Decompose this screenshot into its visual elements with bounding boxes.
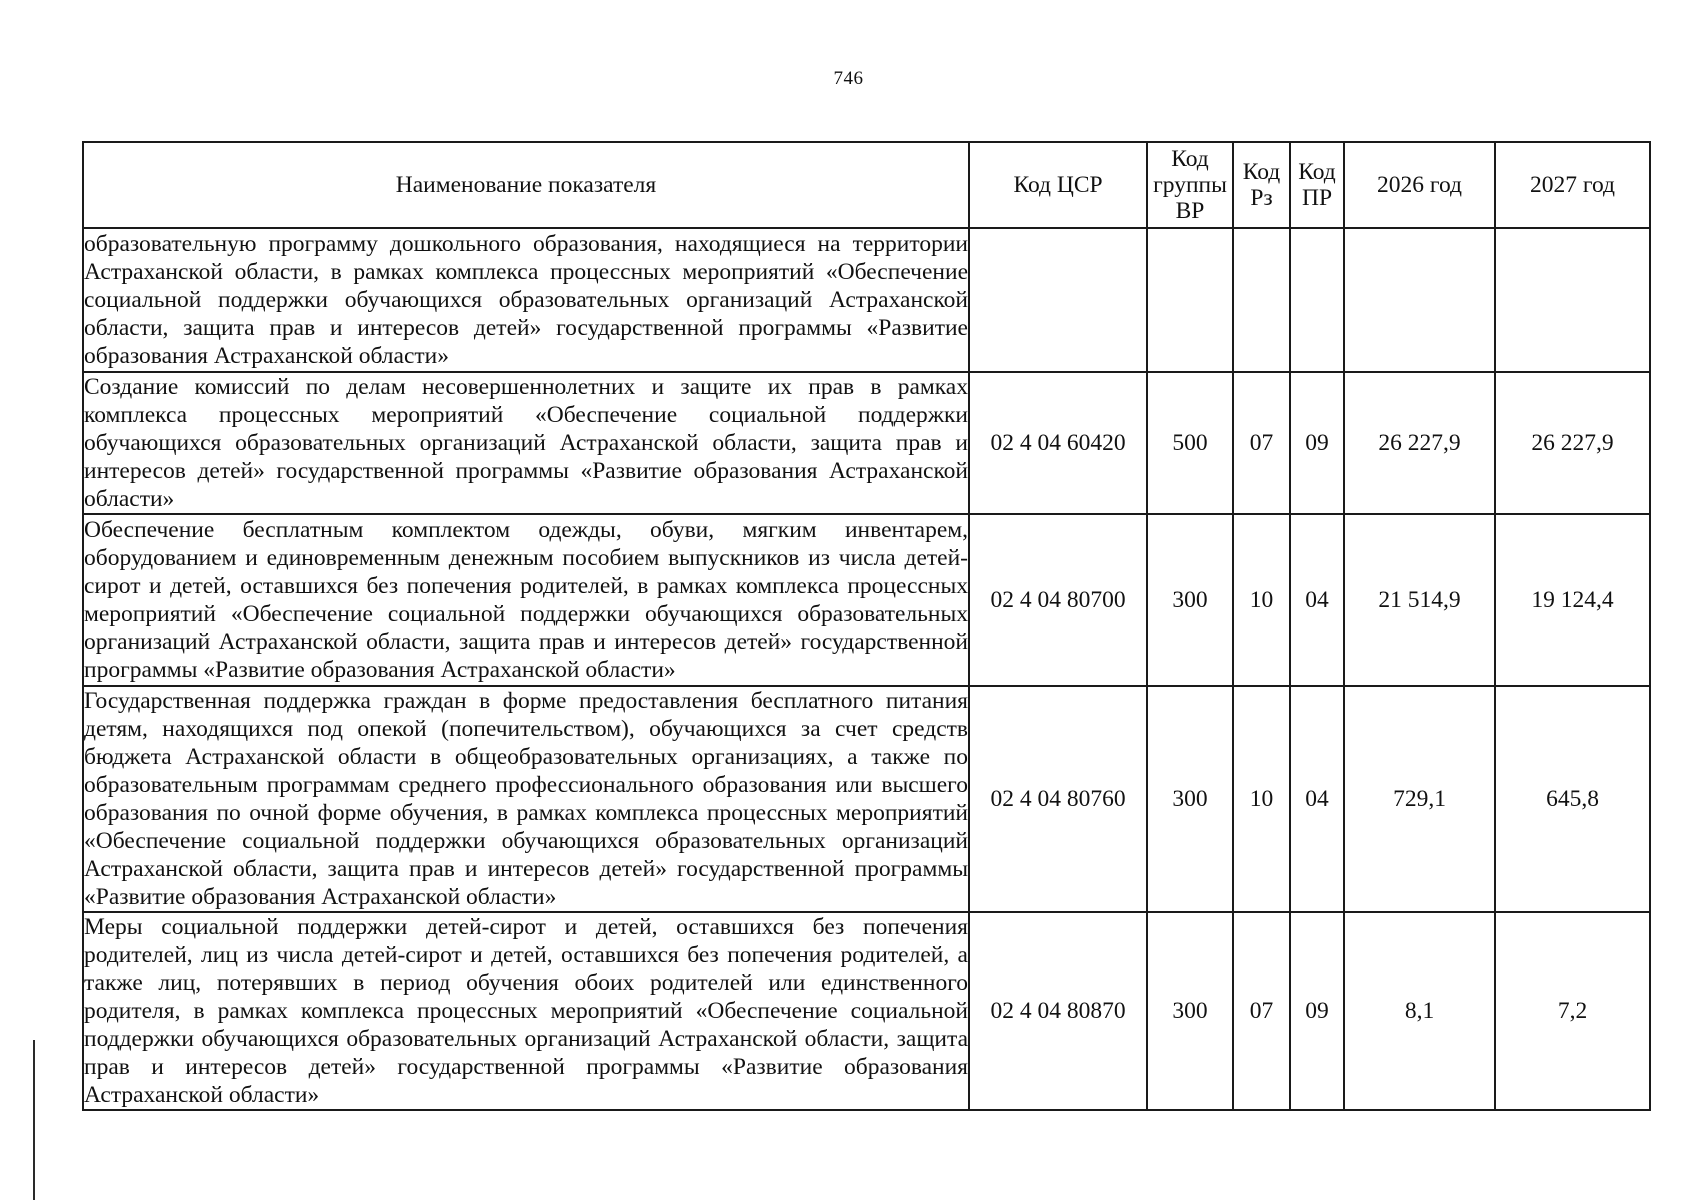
row-name: Обеспечение бесплатным комплектом одежды, обуви, мягким инвентарем, оборудованием и единовременным денежным пособием выпускников из числа детей-сирот и детей, оставшихся без попечения родителей, в рамках комплекса процессных мероприятий «Обеспечение социальной поддержки обучающихся образовательных организаций Астраханской области, защита прав и интересов детей» государственной программы «Развитие образования Астраханской области» — [83, 514, 969, 686]
table-row — [83, 514, 1650, 686]
row-name: Создание комиссий по делам несовершеннолетних и защите их прав в рамках комплекса процессных мероприятий «Обеспечение социальной поддержки обучающихся образовательных организаций Астраханской области, защита прав и интересов детей» государственной программы «Развитие образования Астраханской области» — [84, 374, 968, 512]
row-rz-code: 10 — [1233, 686, 1290, 912]
page-number: 746 — [833, 68, 864, 89]
row-rz-code — [1233, 228, 1290, 372]
row-pr-code: 04 — [1290, 514, 1344, 686]
row-amount-2027: 26 227,9 — [1495, 372, 1650, 514]
row-amount-2026: 729,1 — [1344, 686, 1495, 912]
table-header-row — [83, 142, 1650, 228]
budget-table — [82, 141, 1651, 1111]
row-vr-code: 500 — [1147, 372, 1233, 514]
row-name: Государственная поддержка граждан в форме предоставления бесплатного питания детям, находящихся под опекой (попечительством), обучающихся за счет средств бюджета Астраханской области в общеобразовательных организациях, а также по образовательным программам среднего профессионального образования или высшего образования по очной форме обучения, в рамках комплекса процессных мероприятий «Обеспечение социальной поддержки обучающихся образовательных организаций Астраханской области, защита прав и интересов детей» государственной программы «Развитие образования Астраханской области» — [84, 688, 968, 910]
header-pr-code: Код ПР — [1290, 142, 1344, 228]
header-year-2027: 2027 год — [1495, 142, 1650, 228]
row-rz-code: 07 — [1233, 912, 1290, 1110]
table-row — [83, 372, 1650, 514]
row-amount-2026: 26 227,9 — [1344, 372, 1495, 514]
header-vr-code: Код группы ВР — [1147, 142, 1233, 228]
row-name: Меры социальной поддержки детей-сирот и детей, оставшихся без попечения родителей, лиц из числа детей-сирот и детей, оставшихся без попечения родителей, а также лиц, потерявших в период обучения обоих родителей или единственного родителя, в рамках комплекса процессных мероприятий «Обеспечение социальной поддержки обучающихся образовательных организаций Астраханской области, защита прав и интересов детей» государственной программы «Развитие образования Астраханской области» — [84, 914, 968, 1108]
row-csr-code — [969, 228, 1147, 372]
header-year-2026: 2026 год — [1344, 142, 1495, 228]
row-amount-2026: 21 514,9 — [1344, 514, 1495, 686]
header-rz-code: Код Рз — [1233, 142, 1290, 228]
row-vr-code — [1147, 228, 1233, 372]
row-pr-code — [1290, 228, 1344, 372]
table-row — [83, 228, 1650, 372]
table-row — [83, 912, 1650, 1110]
row-amount-2027: 7,2 — [1495, 912, 1650, 1110]
row-csr-code: 02 4 04 60420 — [969, 372, 1147, 514]
row-csr-code: 02 4 04 80700 — [969, 514, 1147, 686]
header-name: Наименование показателя — [83, 142, 969, 228]
row-amount-2026: 8,1 — [1344, 912, 1495, 1110]
row-pr-code: 09 — [1290, 912, 1344, 1110]
row-csr-code: 02 4 04 80760 — [969, 686, 1147, 912]
row-vr-code: 300 — [1147, 912, 1233, 1110]
row-amount-2026 — [1344, 228, 1495, 372]
row-csr-code: 02 4 04 80870 — [969, 912, 1147, 1110]
row-amount-2027: 645,8 — [1495, 686, 1650, 912]
row-rz-code: 07 — [1233, 372, 1290, 514]
header-csr-code: Код ЦСР — [969, 142, 1147, 228]
row-amount-2027 — [1495, 228, 1650, 372]
row-vr-code: 300 — [1147, 514, 1233, 686]
binding-margin-line — [33, 1040, 35, 1200]
row-vr-code: 300 — [1147, 686, 1233, 912]
row-amount-2027: 19 124,4 — [1495, 514, 1650, 686]
table-row — [83, 686, 1650, 912]
row-pr-code: 09 — [1290, 372, 1344, 514]
row-name: образовательную программу дошкольного образования, находящиеся на территории Астраханской области, в рамках комплекса процессных мероприятий «Обеспечение социальной поддержки обучающихся образовательных организаций Астраханской области, защита прав и интересов детей» государственной программы «Развитие образования Астраханской области» — [83, 228, 969, 372]
row-pr-code: 04 — [1290, 686, 1344, 912]
row-rz-code: 10 — [1233, 514, 1290, 686]
